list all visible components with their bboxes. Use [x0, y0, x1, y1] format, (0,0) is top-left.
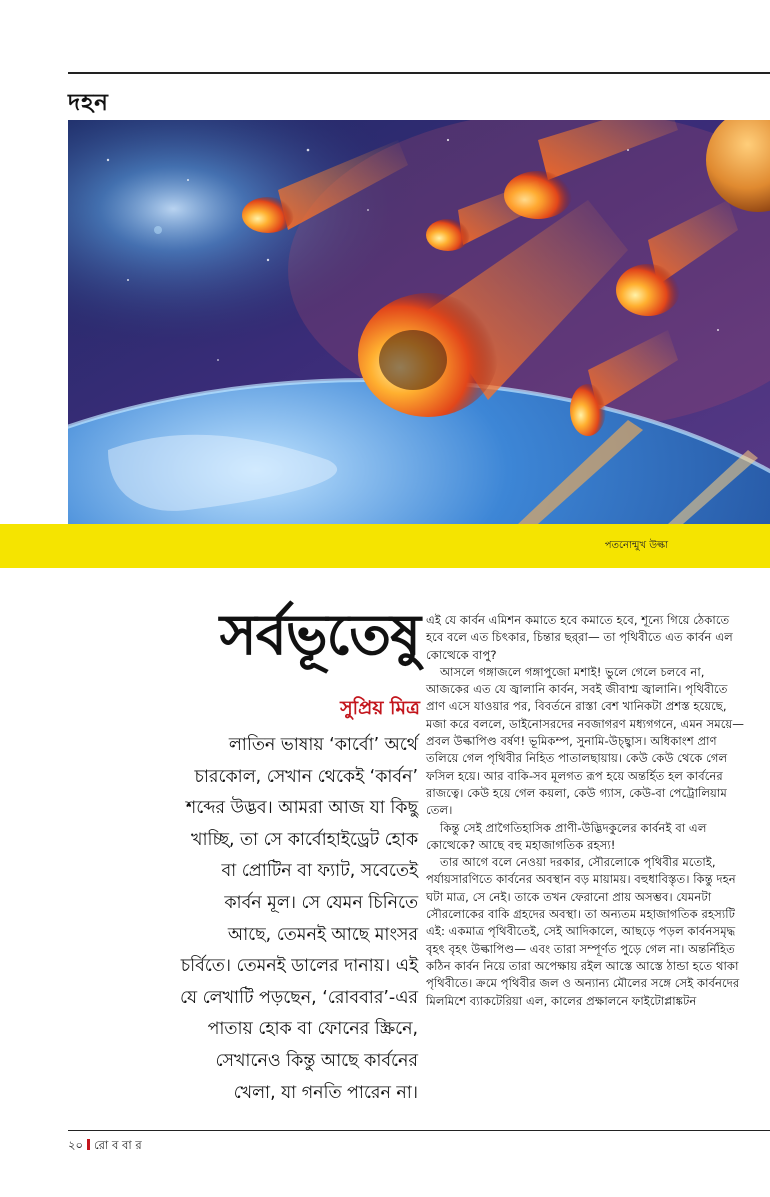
magazine-name: রো ব বা র — [93, 1138, 142, 1152]
body-column — [426, 612, 744, 1010]
article-title: সর্বভূতেষু — [219, 603, 420, 668]
section-label: দহন — [68, 90, 109, 116]
bottom-rule — [68, 1130, 770, 1131]
image-caption: পতনোন্মুখ উল্কা — [604, 540, 668, 551]
body-paragraph: এই যে কার্বন এমিশন কমাতে হবে কমাতে হবে, শূন্যে গিয়ে ঠেকাতে হবে বলে এত চিৎকার, চিন্তার ছর্‌রা— তা পৃথিবীতে এত কার্বন এল কোত্থেকে বাপু? — [426, 613, 733, 662]
body-paragraph: আসলে গঙ্গাজলে গঙ্গাপুজো মশাই! ভুলে গেলে চলবে না, আজকের এত যে জ্বালানি কার্বন, সবই জীবাশ্ম জ্বালানি। পৃথিবীতে প্রাণ এসে যাওয়ার পর, বিবর্তনে রাস্তা বেশ খানিকটা প্রশস্ত হয়েছে, মজা করে বললে, ডাইনোসরদের নবজাগরণ মধ্যগগনে, এমন সময়ে— প্রবল উল্কাপিণ্ড বর্ষণ! ভূমিকম্প, সুনামি-উচ্ছ্বাস। অধিকাংশ প্রাণ তলিয়ে গেল পৃথিবীর নিহিত পাতালছায়ায়। কেউ কেউ থেকে গেল ফসিল হয়ে। আর বাকি-সব মূলগত রূপ হয়ে অন্তর্হিত হল কার্বনের রাজত্বে। কেউ হয়ে গেল কয়লা, কেউ গ্যাস, কেউ-বা পেট্রোলিয়াম তেল। — [426, 664, 744, 818]
top-rule — [68, 72, 770, 74]
caption-band — [0, 524, 770, 568]
body-paragraph: তার আগে বলে নেওয়া দরকার, সৌরলোকে পৃথিবীর মতোই, পর্যায়সারণিতে কার্বনের অবস্থান বড় মায়াময়। বহুধাবিস্তৃত। কিন্তু দহন ঘটা মাত্র, সে নেই। তাকে তখন ফেরানো প্রায় অসম্ভব। যেমনটা সৌরলোকের বাকি গ্রহদের অবস্থা। তা অন্যতম মহাজাগতিক রহস্যটি এই: একমাত্র পৃথিবীতেই, সেই আদিকালে, আছড়ে পড়ল কার্বনসমৃদ্ধ বৃহৎ বৃহৎ উল্কাপিণ্ড— এবং তারা সম্পূর্ণত পুড়ে গেল না। অন্তর্নিহিত কঠিন কার্বন নিয়ে তারা অপেক্ষায় রইল আস্তে আস্তে ঠান্ডা হতে থাকা পৃথিবীতে। ক্রমে পৃথিবীর জল ও অন্যান্য মৌলের সঙ্গে সেই কার্বনদের মিলমিশে ব্যাকটেরিয়া এল, কালের প্রক্ষালনে ফাইটোপ্লাঙ্কটন — [426, 855, 740, 1008]
page-number: ২০ — [68, 1138, 83, 1152]
page-footer — [68, 1137, 142, 1156]
lead-paragraph — [180, 730, 418, 1109]
author-byline: সুপ্রিয় মিত্র — [340, 697, 420, 719]
body-paragraph: কিন্তু সেই প্রাগৈতিহাসিক প্রাণী-উদ্ভিদকুলের কার্বনই বা এল কোত্থেকে? আছে বহু মহাজাগতিক রহস্য! — [426, 820, 707, 852]
lead-text: লাতিন ভাষায় ‘কার্বো’ অর্থে চারকোল, সেখান থেকেই ‘কার্বন’ শব্দের উদ্ভব। আমরা আজ যা কিছু খাচ্ছি, তা সে কার্বোহাইড্রেট হোক বা প্রোটিন বা ফ্যাট, সবেতেই কার্বন মূল। সে যেমন চিনিতে আছে, তেমনই আছে মাংসর চর্বিতে। তেমনই ডালের দানায়। এই যে লেখাটি পড়ছেন, ‘রোববার’-এর পাতায় হোক বা ফোনের স্ক্রিনে, সেখানেও কিন্তু আছে কার্বনের খেলা, যা গনতি পারেন না। — [180, 735, 418, 1103]
hero-image-falling-meteors — [68, 120, 770, 524]
footer-divider — [87, 1139, 90, 1150]
